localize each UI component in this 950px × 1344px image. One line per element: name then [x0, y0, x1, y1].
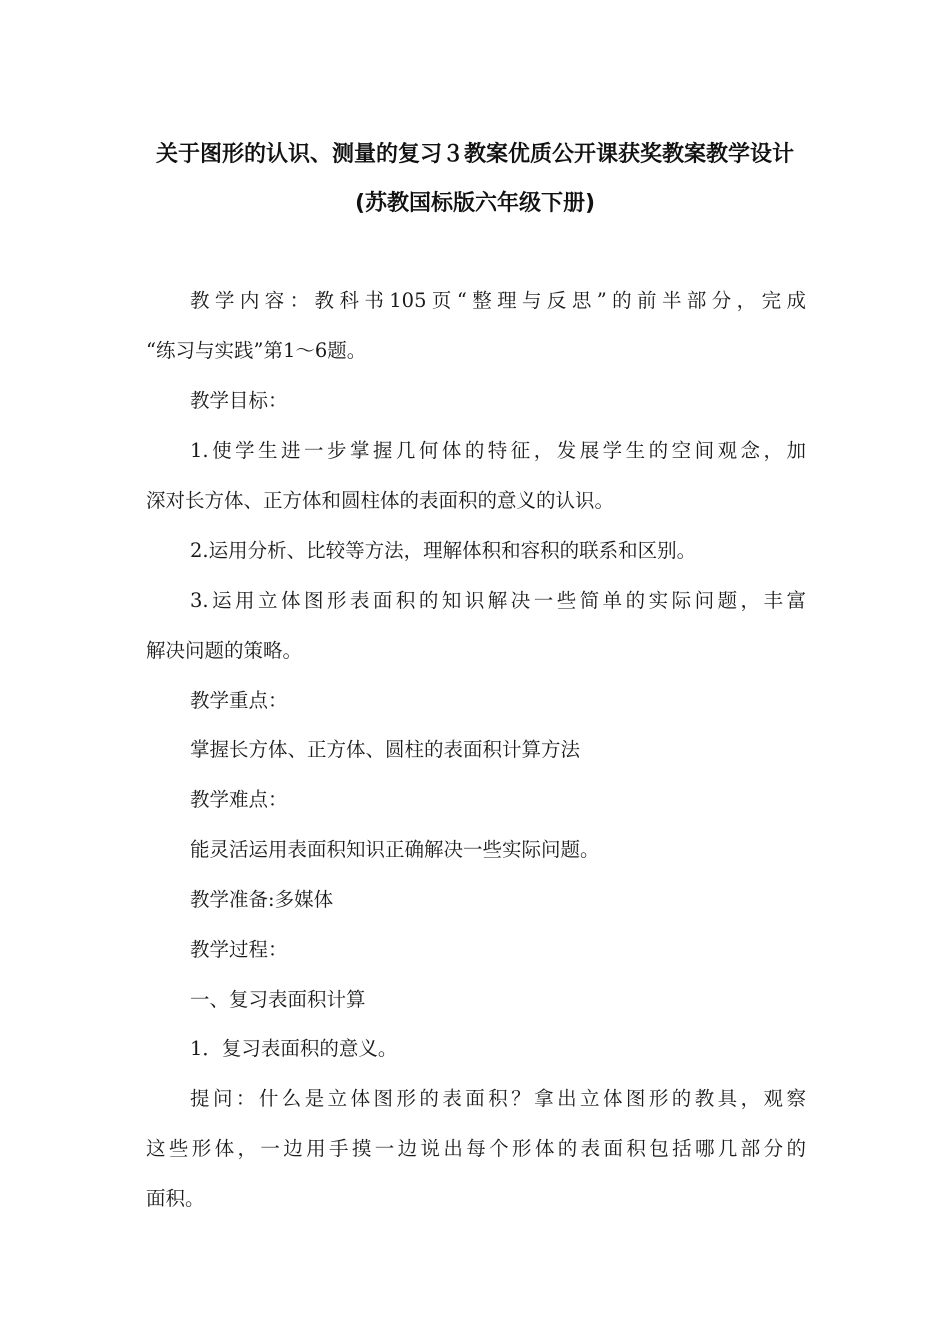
section-heading: 教学难点：: [190, 788, 288, 811]
section-heading: 教学重点：: [190, 689, 288, 712]
paragraph-line: “练习与实践”第1～6题。: [146, 339, 367, 362]
paragraph-line: 这些形体，一边用手摸一边说出每个形体的表面积包括哪几部分的: [146, 1137, 806, 1160]
paragraph-line: 1.使学生进一步掌握几何体的特征，发展学生的空间观念，加: [190, 439, 806, 462]
paragraph-line: 解决问题的策略。: [146, 639, 303, 662]
paragraph-line: 3.运用立体图形表面积的知识解决一些简单的实际问题，丰富: [190, 589, 806, 612]
document-subtitle: (苏教国标版六年级下册): [354, 191, 596, 216]
paragraph-line: 2.运用分析、比较等方法，理解体积和容积的联系和区别。: [190, 539, 697, 562]
section-heading: 教学过程：: [190, 938, 288, 961]
paragraph-line: 面积。: [146, 1187, 205, 1210]
paragraph-line: 深对长方体、正方体和圆柱体的表面积的意义的认识。: [146, 489, 615, 512]
paragraph-line: 1．复习表面积的意义。: [190, 1037, 398, 1060]
section-heading: 教学目标：: [190, 389, 288, 412]
paragraph-line: 掌握长方体、正方体、圆柱的表面积计算方法: [190, 738, 581, 761]
paragraph-line: 教学内容：教科书105页“整理与反思”的前半部分，完成: [190, 289, 806, 312]
section-heading: 一、复习表面积计算: [190, 988, 366, 1011]
paragraph-line: 提问：什么是立体图形的表面积？拿出立体图形的教具，观察: [190, 1087, 806, 1110]
document-title: 关于图形的认识、测量的复习３教案优质公开课获奖教案教学设计: [155, 142, 794, 167]
paragraph-line: 能灵活运用表面积知识正确解决一些实际问题。: [190, 838, 600, 861]
paragraph-line: 教学准备:多媒体: [190, 888, 334, 911]
